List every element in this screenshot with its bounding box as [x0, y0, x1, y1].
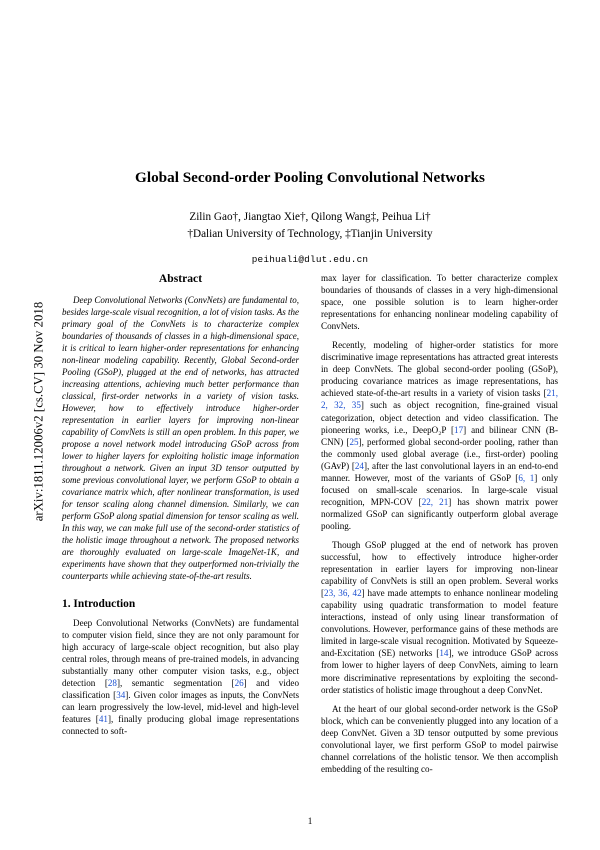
- two-column-body: [62, 272, 558, 775]
- right-column: [321, 272, 558, 775]
- author-email: peihuali@dlut.edu.cn: [251, 254, 369, 266]
- right-paragraph-4: At the heart of our global second-order network is the GSoP block, which can be conveniently plugged into any location of a deep ConvNet. Given a 3D tensor outputted by some previous convolutional layer, we first perform GSoP to model pairwise channel correlations of the holistic tensor. We then accomplish embedding of the resulting co-: [321, 703, 558, 774]
- page-number: 1: [307, 816, 313, 826]
- rp3-c: ], we introduce GSoP across from lower to higher layers of deep ConvNets, aiming to learn more discriminative representations by exploiting the second-order statistics of holistic image throughout a deep ConvNet.: [321, 648, 558, 695]
- citation-ref[interactable]: 25: [349, 436, 359, 447]
- citation-ref[interactable]: 23, 36, 42: [324, 588, 362, 599]
- author-list: [62, 209, 558, 243]
- page-title: Global Second-order Pooling Convolutional Networks: [135, 169, 485, 186]
- rp2-a: Recently, modeling of higher-order statistics for more discriminative image representations has attracted great interests in deep ConvNets. The global second-order pooling (GSoP), producing covariance matrices as image representations, has achieved state-of-the-art results in a variety of vision tasks [: [321, 340, 558, 399]
- rp2-d: ], performed global second-order pooling, rather than the commonly used global average (i.e., first-order) pooling (GAvP) [: [321, 436, 558, 471]
- intro-text-e: ], finally producing global image representations connected to soft-: [62, 714, 299, 737]
- arxiv-stamp: arXiv:1811.12006v2 [cs.CV] 30 Nov 2018: [31, 301, 46, 522]
- citation-ref[interactable]: 17: [454, 424, 464, 435]
- introduction-heading: 1. Introduction: [62, 598, 136, 610]
- citation-ref[interactable]: 22, 21: [421, 496, 449, 507]
- citation-ref[interactable]: 21, 2, 32, 35: [321, 388, 558, 411]
- abstract-heading: Abstract: [158, 272, 203, 285]
- intro-text-b: ], semantic segmentation [: [116, 678, 235, 689]
- paper-content: [62, 0, 558, 850]
- intro-text-a: Deep Convolutional Networks (ConvNets) are fundamental to computer vision field, since they are not only paramount for high accuracy of large-scale object recognition, but also play central roles, through means of pre-trained models, in advancing substantially many other computer vision tasks, e.g., object detection [: [62, 618, 299, 689]
- citation-ref[interactable]: 34: [116, 690, 126, 701]
- left-column: [62, 272, 299, 775]
- citation-ref[interactable]: 28: [107, 678, 117, 689]
- right-paragraph-2: [321, 339, 558, 532]
- citation-ref[interactable]: 26: [234, 678, 244, 689]
- citation-ref[interactable]: 6, 1: [518, 472, 535, 483]
- rp3-b: ] have made attempts to enhance nonlinear modeling capability using quadratic transformation to model feature interactions, instead of only using linear transformation of convolutions. However, performance gains of these methods are limited in large-scale visual recognition. Motivated by Squeeze-and-Excitation (SE) networks [: [321, 588, 559, 659]
- rp2-g: ] has shown matrix power normalized GSoP can significantly outperform global average pooling.: [321, 496, 558, 531]
- abstract-body: Deep Convolutional Networks (ConvNets) are fundamental to, besides large-scale visual recognition, a lot of vision tasks. As the primary goal of the ConvNets is to characterize complex boundaries of thousands of classes in a high-dimensional space, it is critical to learn higher-order representations for enhancing non-linear modeling capability. Recently, Global Second-order Pooling (GSoP), plugged at the end of networks, has attracted increasing attentions, achieving much better performance than classical, first-order networks in a variety of vision tasks. However, how to effectively introduce higher-order representation in earlier layers for improving non-linear capability of ConvNets is still an open problem. In this paper, we propose a novel network model introducing GSoP across from lower to higher layers for exploiting holistic image information throughout a network. Given an input 3D tensor outputted by some previous convolutional layer, we perform GSoP to obtain a covariance matrix which, after nonlinear transformation, is used for tensor scaling along channel dimension. Similarly, we can perform GSoP along spatial dimension for tensor scaling as well. In this way, we can make full use of the second-order statistics of the holistic image throughout a network. The proposed networks are thoroughly evaluated on large-scale ImageNet-1K, and experiments have shown that they outperformed non-trivially the counterparts while achieving state-of-the-art results.: [62, 295, 299, 581]
- citation-ref[interactable]: 41: [98, 714, 108, 725]
- intro-text-c: ] and video classification [: [62, 678, 299, 701]
- rp2-b: ] such as object recognition, fine-grained visual categorization, object detection and video classification. The pioneering works, i.e., DeepO₂P [: [321, 400, 558, 435]
- right-paragraph-3: [321, 539, 558, 696]
- right-paragraph-1: max layer for classification. To better characterize complex boundaries of thousands of classes in a very high-dimensional space, one possible solution is to learn higher-order representations for enhancing nonlinear modeling capability of ConvNets.: [321, 273, 558, 332]
- intro-text-d: ]. Given color images as inputs, the ConvNets can learn progressively the low-level, mid-level and high-level features [: [62, 690, 300, 725]
- citation-ref[interactable]: 14: [439, 648, 449, 659]
- intro-paragraph-1: [62, 617, 299, 737]
- author-names: Zilin Gao†, Jiangtao Xie†, Qilong Wang‡, Peihua Li†: [189, 210, 431, 223]
- rp3-a: Though GSoP plugged at the end of network has proven successful, how to effectively introduce higher-order representation in earlier layers for improving non-linear capability of ConvNets is still an open problem. Several works [: [321, 539, 558, 599]
- rp2-e: ], after the last convolutional layers in an end-to-end manner. However, most of the variants of GSoP [: [321, 460, 559, 483]
- author-affiliations: †Dalian University of Technology, ‡Tianjin University: [187, 227, 433, 240]
- citation-ref[interactable]: 24: [354, 460, 364, 471]
- rp2-c: ] and bilinear CNN (B-CNN) [: [321, 424, 558, 447]
- rp2-f: ] only focused on small-scale scenarios. In large-scale visual recognition, MPN-COV [: [321, 472, 558, 507]
